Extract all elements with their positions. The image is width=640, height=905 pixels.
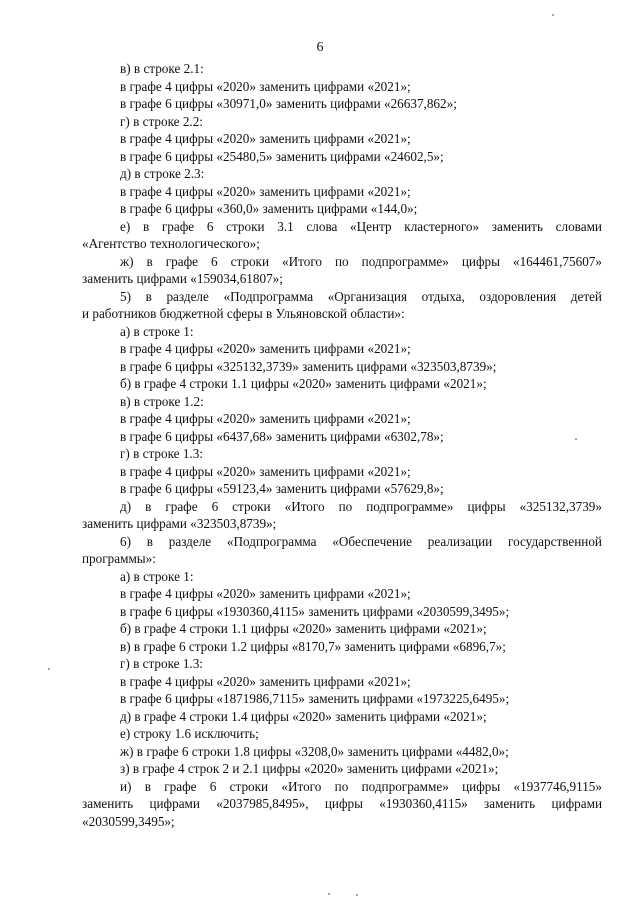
text-line: в графе 4 цифры «2020» заменить цифрами «2021»; bbox=[120, 341, 411, 356]
text-line: в) в графе 6 строки 1.2 цифры «8170,7» заменить цифрами «6896,7»; bbox=[120, 638, 506, 654]
text-line: ж) в графе 6 строки «Итого по подпрограмме» цифры «164461,75607» bbox=[120, 253, 602, 269]
text-line: д) в графе 6 строки «Итого по подпрограмме» цифры «325132,3739» bbox=[120, 498, 602, 514]
text-line: 5) в разделе «Подпрограмма «Организация отдыха, оздоровления детей bbox=[120, 288, 602, 304]
scan-speck bbox=[48, 668, 50, 670]
page-number: 6 bbox=[316, 40, 324, 55]
text-line: в графе 6 цифры «1871986,7115» заменить цифрами «1973225,6495»; bbox=[120, 691, 510, 706]
text-line: «Агентство технологического»; bbox=[82, 236, 260, 251]
document-body bbox=[82, 60, 602, 830]
text-line: «2030599,3495»; bbox=[82, 813, 175, 829]
text-line: в графе 6 цифры «325132,3739» заменить цифрами «323503,8739»; bbox=[120, 358, 497, 374]
text-line: е) в графе 6 строки 3.1 слова «Центр кластерного» заменить словами bbox=[120, 218, 602, 234]
scan-speck bbox=[552, 14, 554, 16]
text-line: заменить цифрами «323503,8739»; bbox=[82, 516, 277, 531]
text-line: заменить цифрами «159034,61807»; bbox=[82, 271, 283, 286]
text-line: в графе 4 цифры «2020» заменить цифрами «2021»; bbox=[120, 411, 411, 426]
text-line: д) в строке 2.3: bbox=[120, 166, 205, 181]
text-line: в графе 4 цифры «2020» заменить цифрами «2021»; bbox=[120, 78, 411, 94]
text-line: а) в строке 1: bbox=[120, 323, 194, 339]
text-line: в графе 4 цифры «2020» заменить цифрами «2021»; bbox=[120, 131, 411, 146]
text-line: е) строку 1.6 исключить; bbox=[120, 726, 259, 741]
text-line: и) в графе 6 строки «Итого по подпрограмме» цифры «1937746,9115» bbox=[120, 778, 602, 794]
text-line: программы»: bbox=[82, 551, 156, 566]
text-line: заменить цифрами «2037985,8495», цифры «1930360,4115» заменить цифрами bbox=[82, 796, 602, 811]
scan-speck bbox=[328, 893, 330, 895]
text-line: в) в строке 2.1: bbox=[120, 61, 204, 76]
text-line: г) в строке 1.3: bbox=[120, 656, 203, 671]
text-line: в графе 6 цифры «25480,5» заменить цифрами «24602,5»; bbox=[120, 148, 444, 164]
text-line: в) в строке 1.2: bbox=[120, 393, 204, 409]
text-line: в графе 6 цифры «30971,0» заменить цифрами «26637,862»; bbox=[120, 96, 457, 111]
text-line: в графе 6 цифры «6437,68» заменить цифрами «6302,78»; bbox=[120, 428, 444, 444]
text-line: г) в строке 1.3: bbox=[120, 446, 203, 461]
text-line: з) в графе 4 строк 2 и 2.1 цифры «2020» заменить цифрами «2021»; bbox=[120, 761, 499, 776]
text-line: д) в графе 4 строки 1.4 цифры «2020» заменить цифрами «2021»; bbox=[120, 708, 487, 724]
text-line: ж) в графе 6 строки 1.8 цифры «3208,0» заменить цифрами «4482,0»; bbox=[120, 743, 509, 759]
text-line: в графе 6 цифры «1930360,4115» заменить цифрами «2030599,3495»; bbox=[120, 603, 510, 619]
text-line: г) в строке 2.2: bbox=[120, 113, 203, 129]
text-line: в графе 4 цифры «2020» заменить цифрами «2021»; bbox=[120, 673, 411, 689]
text-line: б) в графе 4 строки 1.1 цифры «2020» заменить цифрами «2021»; bbox=[120, 621, 487, 636]
text-line: 6) в разделе «Подпрограмма «Обеспечение реализации государственной bbox=[120, 533, 602, 549]
scan-speck bbox=[575, 438, 577, 440]
text-line: б) в графе 4 строки 1.1 цифры «2020» заменить цифрами «2021»; bbox=[120, 376, 487, 391]
text-line: в графе 4 цифры «2020» заменить цифрами «2021»; bbox=[120, 586, 411, 601]
scan-speck bbox=[356, 894, 358, 896]
text-line: в графе 6 цифры «59123,4» заменить цифрами «57629,8»; bbox=[120, 481, 444, 496]
text-line: в графе 4 цифры «2020» заменить цифрами «2021»; bbox=[120, 463, 411, 479]
text-line: в графе 6 цифры «360,0» заменить цифрами «144,0»; bbox=[120, 201, 418, 216]
text-line: а) в строке 1: bbox=[120, 568, 194, 584]
text-line: в графе 4 цифры «2020» заменить цифрами «2021»; bbox=[120, 183, 411, 199]
text-line: и работников бюджетной сферы в Ульяновской области»: bbox=[82, 306, 405, 321]
